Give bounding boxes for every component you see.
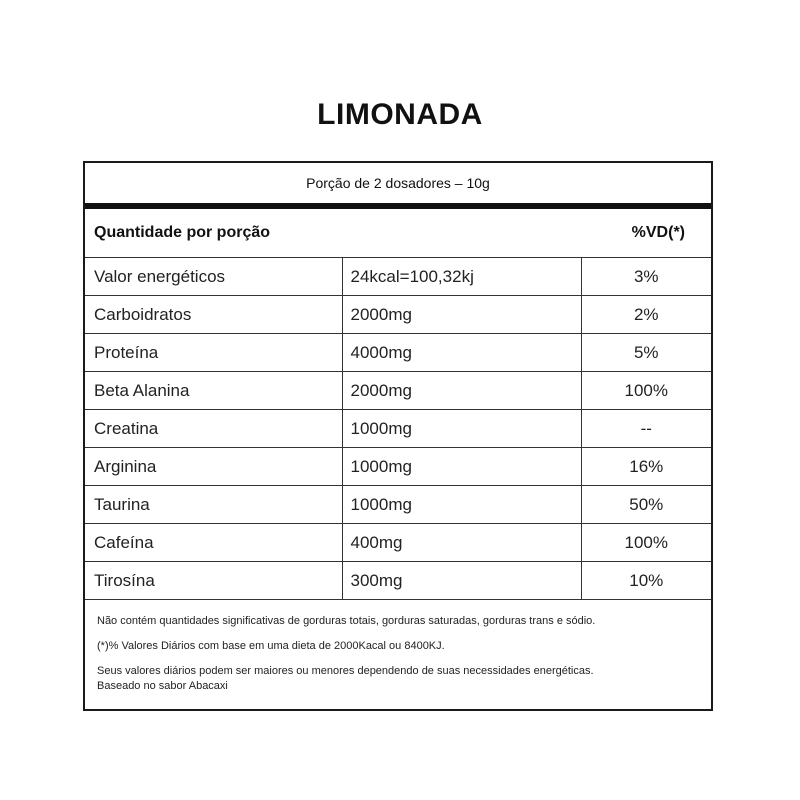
nutrient-daily-value: 10%: [581, 562, 711, 600]
nutrient-daily-value: 100%: [581, 524, 711, 562]
nutrient-name: Valor energéticos: [85, 258, 342, 296]
nutrient-name: Arginina: [85, 448, 342, 486]
nutrient-daily-value: 16%: [581, 448, 711, 486]
footnote-flavor: Baseado no sabor Abacaxi: [97, 680, 228, 692]
table-row: [85, 258, 711, 296]
footnote-nutrients: Não contém quantidades significativas de gorduras totais, gorduras saturadas, gorduras trans e sódio.: [97, 615, 596, 627]
table-row: [85, 372, 711, 410]
table-row: [85, 524, 711, 562]
nutrient-name: Taurina: [85, 486, 342, 524]
nutrition-facts-panel: [83, 161, 713, 711]
nutrient-daily-value: 100%: [581, 372, 711, 410]
nutrient-amount: 300mg: [342, 562, 581, 600]
nutrient-name: Cafeína: [85, 524, 342, 562]
table-row: [85, 562, 711, 600]
nutrient-amount: 24kcal=100,32kj: [342, 258, 581, 296]
page-title: LIMONADA: [317, 98, 483, 131]
footnote-daily-values: (*)% Valores Diários com base em uma dieta de 2000Kacal ou 8400KJ.: [97, 640, 445, 652]
table-row: [85, 448, 711, 486]
nutrient-amount: 1000mg: [342, 410, 581, 448]
table-row: [85, 334, 711, 372]
nutrient-name: Carboidratos: [85, 296, 342, 334]
nutrition-table: [85, 258, 711, 600]
table-row: [85, 296, 711, 334]
nutrient-daily-value: 3%: [581, 258, 711, 296]
nutrient-daily-value: 2%: [581, 296, 711, 334]
nutrient-amount: 1000mg: [342, 448, 581, 486]
nutrient-name: Proteína: [85, 334, 342, 372]
footnotes: [85, 600, 711, 694]
nutrient-daily-value: 5%: [581, 334, 711, 372]
nutrient-amount: 4000mg: [342, 334, 581, 372]
daily-value-label: %VD(*): [631, 224, 685, 241]
nutrient-daily-value: 50%: [581, 486, 711, 524]
portion-size: Porção de 2 dosadores – 10g: [306, 175, 490, 191]
nutrient-daily-value: --: [581, 410, 711, 448]
table-row: [85, 486, 711, 524]
nutrient-amount: 2000mg: [342, 296, 581, 334]
table-header: [85, 209, 711, 258]
table-row: [85, 410, 711, 448]
nutrient-name: Beta Alanina: [85, 372, 342, 410]
footnote-variation: Seus valores diários podem ser maiores ou menores dependendo de suas necessidades energéticas.: [97, 665, 594, 677]
nutrient-amount: 400mg: [342, 524, 581, 562]
nutrient-name: Creatina: [85, 410, 342, 448]
quantity-per-portion-label: Quantidade por porção: [94, 224, 271, 241]
nutrient-amount: 1000mg: [342, 486, 581, 524]
nutrient-name: Tirosína: [85, 562, 342, 600]
nutrient-amount: 2000mg: [342, 372, 581, 410]
